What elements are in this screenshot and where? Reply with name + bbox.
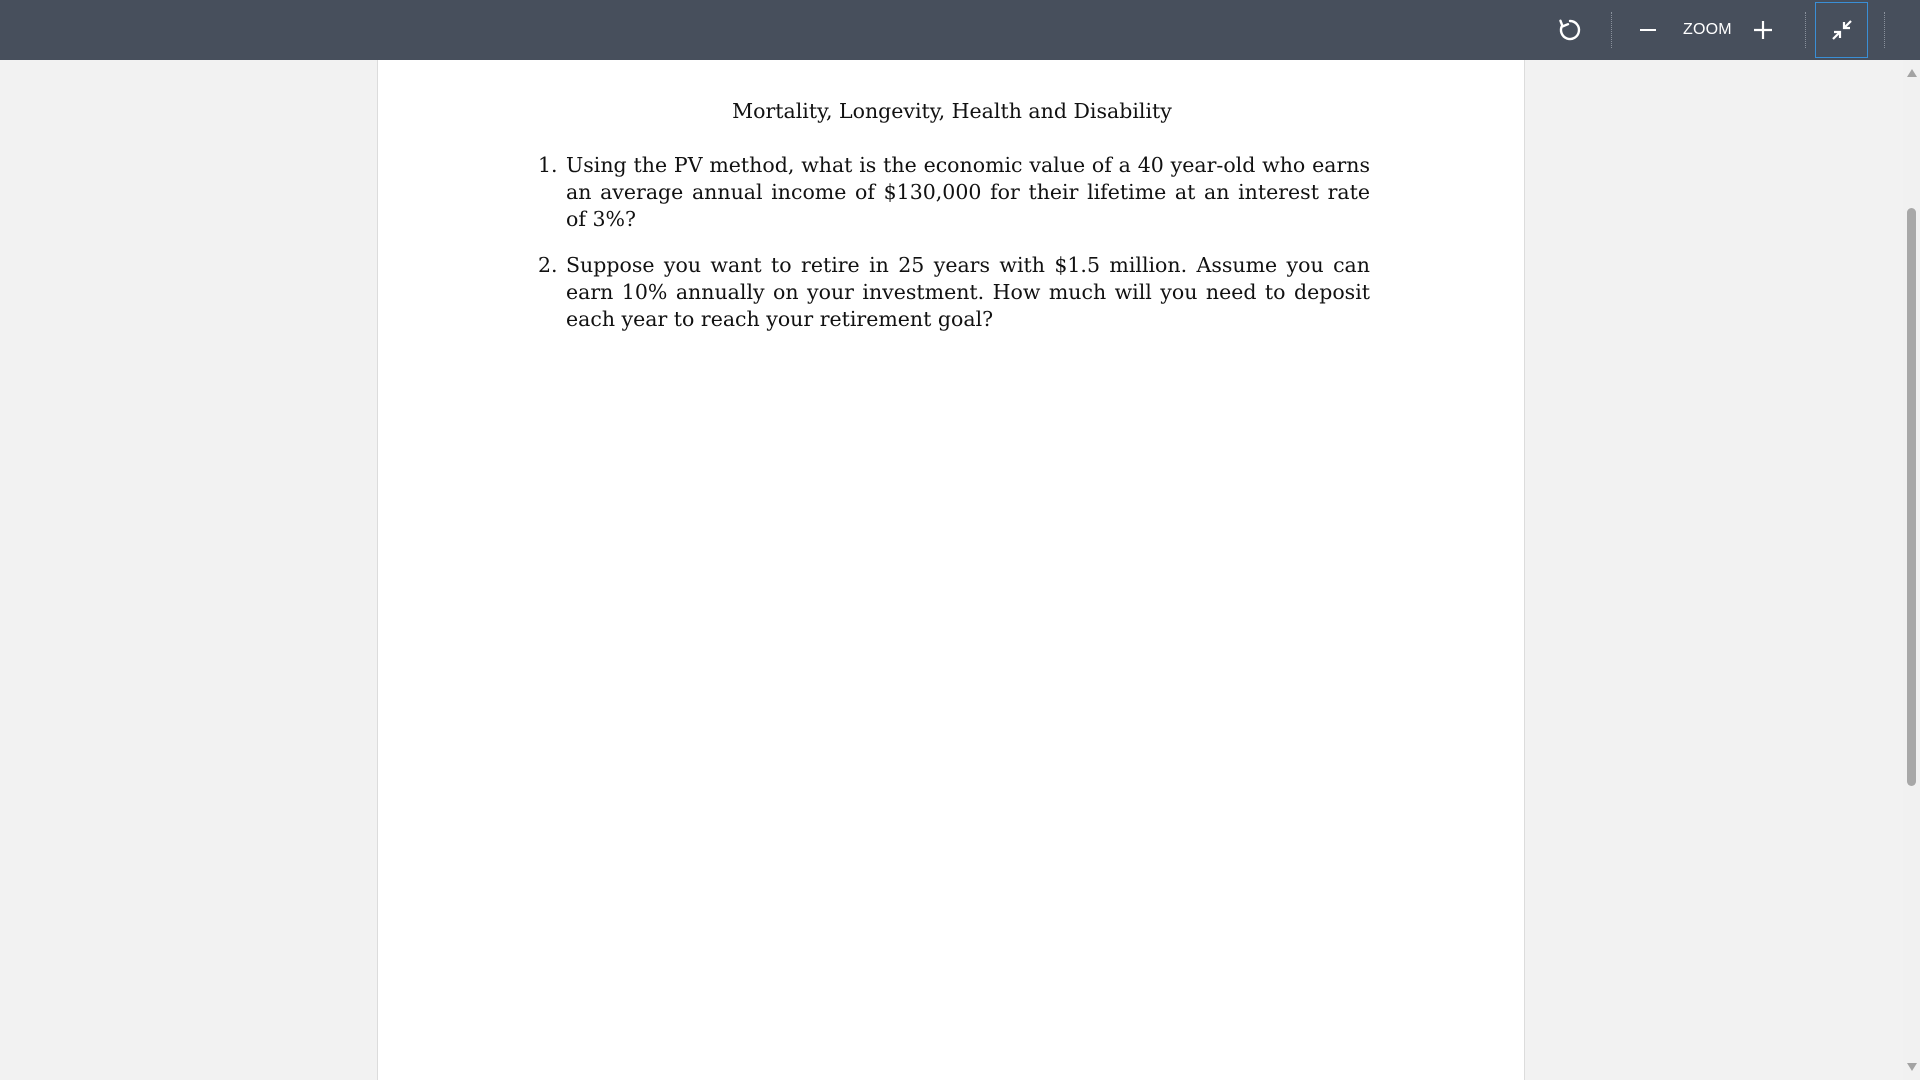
question-text: Suppose you want to retire in 25 years with $1.5 million. Assume you can earn 10% annually on your investment. How much will you need to deposit each year to reach your retirement goal? <box>566 253 1370 331</box>
viewer-toolbar <box>0 0 1920 60</box>
collapse-icon <box>1830 18 1854 42</box>
exit-fullscreen-button[interactable] <box>1813 0 1870 60</box>
toolbar-separator <box>1611 12 1612 48</box>
document-page <box>377 60 1525 1080</box>
list-item <box>538 152 1370 233</box>
triangle-up-icon <box>1906 68 1918 78</box>
toolbar-separator <box>1805 12 1806 48</box>
scroll-down-button[interactable] <box>1903 1058 1920 1075</box>
document-title: Mortality, Longevity, Health and Disability <box>732 99 1172 123</box>
zoom-out-button[interactable] <box>1630 0 1666 60</box>
question-number: 1. <box>538 153 558 177</box>
zoom-in-button[interactable] <box>1745 0 1781 60</box>
triangle-down-icon <box>1906 1062 1918 1072</box>
toolbar-separator <box>1884 12 1885 48</box>
minus-icon <box>1638 20 1658 40</box>
plus-icon <box>1752 19 1774 41</box>
document-viewport <box>0 60 1903 1080</box>
rotate-icon <box>1557 17 1583 43</box>
rotate-button[interactable] <box>1550 0 1590 60</box>
vertical-scrollbar[interactable] <box>1903 60 1920 1080</box>
zoom-label: ZOOM <box>1683 21 1732 38</box>
question-number: 2. <box>538 253 558 277</box>
question-list <box>538 152 1370 352</box>
scroll-up-button[interactable] <box>1903 64 1920 81</box>
list-item <box>538 252 1370 333</box>
scrollbar-thumb[interactable] <box>1907 208 1916 786</box>
question-text: Using the PV method, what is the economic value of a 40 year-old who earns an average annual income of $130,000 for their lifetime at an interest rate of 3%? <box>566 153 1370 231</box>
